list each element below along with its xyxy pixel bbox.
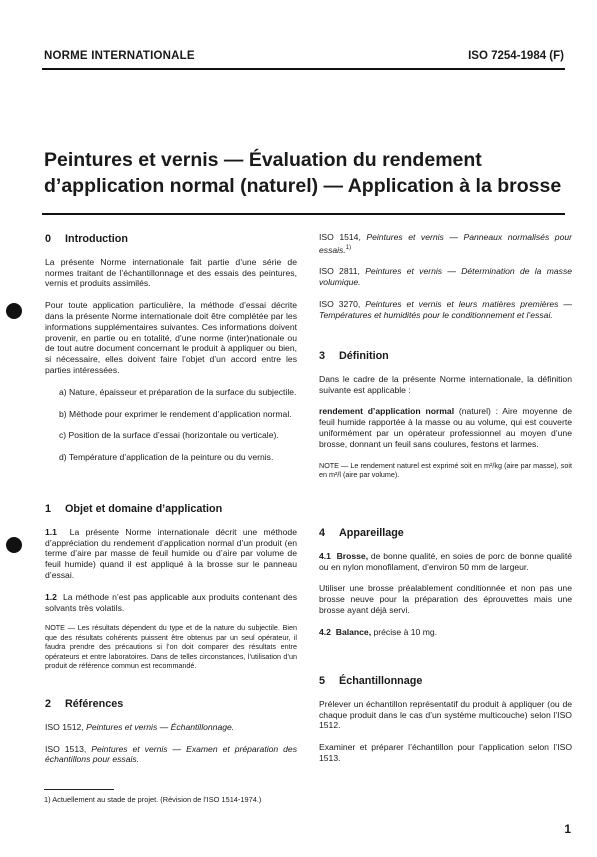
paragraph: Prélever un échantillon représentatif du produit à appliquer (ou de chaque produit dans le cas d’un système multicouche) selon l’ISO 1512. [319, 698, 572, 731]
section-heading: 3 Définition [319, 350, 389, 362]
reference: ISO 1512, Peintures et vernis — Échantillonnage. [45, 721, 235, 732]
title-rule [42, 213, 565, 215]
reference: ISO 1514, Peintures et vernis — Panneaux normalisés pour essais.$^{1)}$ [319, 232, 572, 255]
reference: ISO 1513, Peintures et vernis — Examen et préparation des échantillons pour essais. [45, 743, 298, 765]
section-heading: 4 Appareillage [319, 527, 404, 539]
references-continued [319, 232, 572, 321]
section-heading: 2 Références [45, 698, 124, 710]
section-0 [45, 234, 297, 463]
header-rule [42, 68, 565, 70]
note: NOTE — Le rendement naturel est exprimé soit en m²/kg (aire par masse), soit en m²/l (aire par volume). [319, 460, 572, 479]
section-5 [319, 676, 572, 764]
paragraph: Pour toute application particulière, la méthode d’essai décrite dans la présente Norme internationale doit être complétée par les informations supplémentaires suivantes. Ces informations doivent provenir, en partie ou en totalité, d’une norme (inter)nationale ou de tout autre document concernant le produit à appliquer ou bien, si nécessaire, elles doivent faire l’objet d’un accord entre les parties intéressées. [45, 300, 297, 375]
paragraph: Dans le cadre de la présente Norme internationale, la définition suivante est applicable : [319, 373, 572, 395]
section-heading: 0 Introduction [45, 233, 128, 245]
reference: ISO 3270, Peintures et vernis et leurs matières premières — Températures et humidités pour le conditionnement et l’essai. [319, 299, 573, 320]
page-number: 1 [564, 822, 571, 836]
section-4 [319, 528, 572, 638]
margin-bullet [6, 537, 22, 553]
section-heading: 1 Objet et domaine d’application [45, 503, 223, 515]
margin-bullet [6, 303, 22, 319]
document-type: NORME INTERNATIONALE [44, 50, 195, 62]
paragraph: 4.1 Brosse, de bonne qualité, en soies de porc de bonne qualité ou en nylon monofilament, d’environ 50 mm de largeur. [319, 550, 572, 572]
title-line-1: Peintures et vernis — Évaluation du rendement [44, 149, 482, 171]
section-3 [319, 351, 572, 479]
list-item: a) Nature, épaisseur et préparation de la surface du subjectile. [59, 386, 297, 397]
title-line-2: d’application normal (naturel) — Application à la brosse [44, 175, 562, 197]
paragraph: La présente Norme internationale fait partie d’une série de normes traitant de l’échantillonnage et des essais des peintures, vernis et produits assimilés. [45, 256, 297, 289]
paragraph: 1.2 La méthode n’est pas applicable aux produits contenant des solvants très volatils. [45, 591, 297, 613]
list-item: d) Température d’application de la peinture ou du vernis. [59, 452, 274, 463]
section-2 [45, 699, 297, 765]
list-item: c) Position de la surface d’essai (horizontale ou verticale). [59, 430, 279, 441]
standard-reference: ISO 7254-1984 (F) [468, 50, 564, 62]
definition: rendement d’application normal (naturel) : Aire moyenne de feuil humide rapportée à la masse ou au volume, qui est couverte uniformément par un opérateur professionnel au moyen d’une brosse, donnant un feuil sans coulures, festons et larmes. [319, 406, 572, 449]
footnote-rule [44, 789, 114, 790]
section-heading: 5 Échantillonnage [319, 675, 423, 687]
paragraph: Examiner et préparer l’échantillon pour l’application selon l’ISO 1513. [319, 742, 572, 763]
reference: ISO 2811, Peintures et vernis — Détermination de la masse volumique. [319, 266, 573, 288]
footnote: 1) Actuellement au stade de projet. (Révision de l’ISO 1514-1974.) [44, 795, 262, 804]
section-1 [45, 504, 297, 670]
list-item: b) Méthode pour exprimer le rendement d’application normal. [59, 408, 292, 419]
document-title [44, 147, 564, 199]
paragraph: Utiliser une brosse préalablement conditionnée et non pas une brosse neuve pour la préparation des éprouvettes mais une brosse ayant déjà servi. [319, 583, 572, 615]
note: NOTE — Les résultats dépendent du type et de la nature du subjectile. Bien que des résultats cohérents puissent être obtenus par un seul opérateur, il faudra prendre des précautions si l’on doit comparer des résultats entre opérateurs et entre laboratoires. Dans de telles circonstances, l’utilisation d’un produit de référence commun est recommandé. [45, 623, 297, 670]
paragraph: 1.1 La présente Norme internationale décrit une méthode d’appréciation du rendement d’application normal d’un produit (en terme d’aire par masse de feuil humide ou d’aire par volume de feuil humide) quand il est appliqué à la brosse sur le panneau d’essai. [45, 526, 297, 580]
paragraph: 4.2 Balance, précise à 10 mg. [319, 626, 438, 637]
